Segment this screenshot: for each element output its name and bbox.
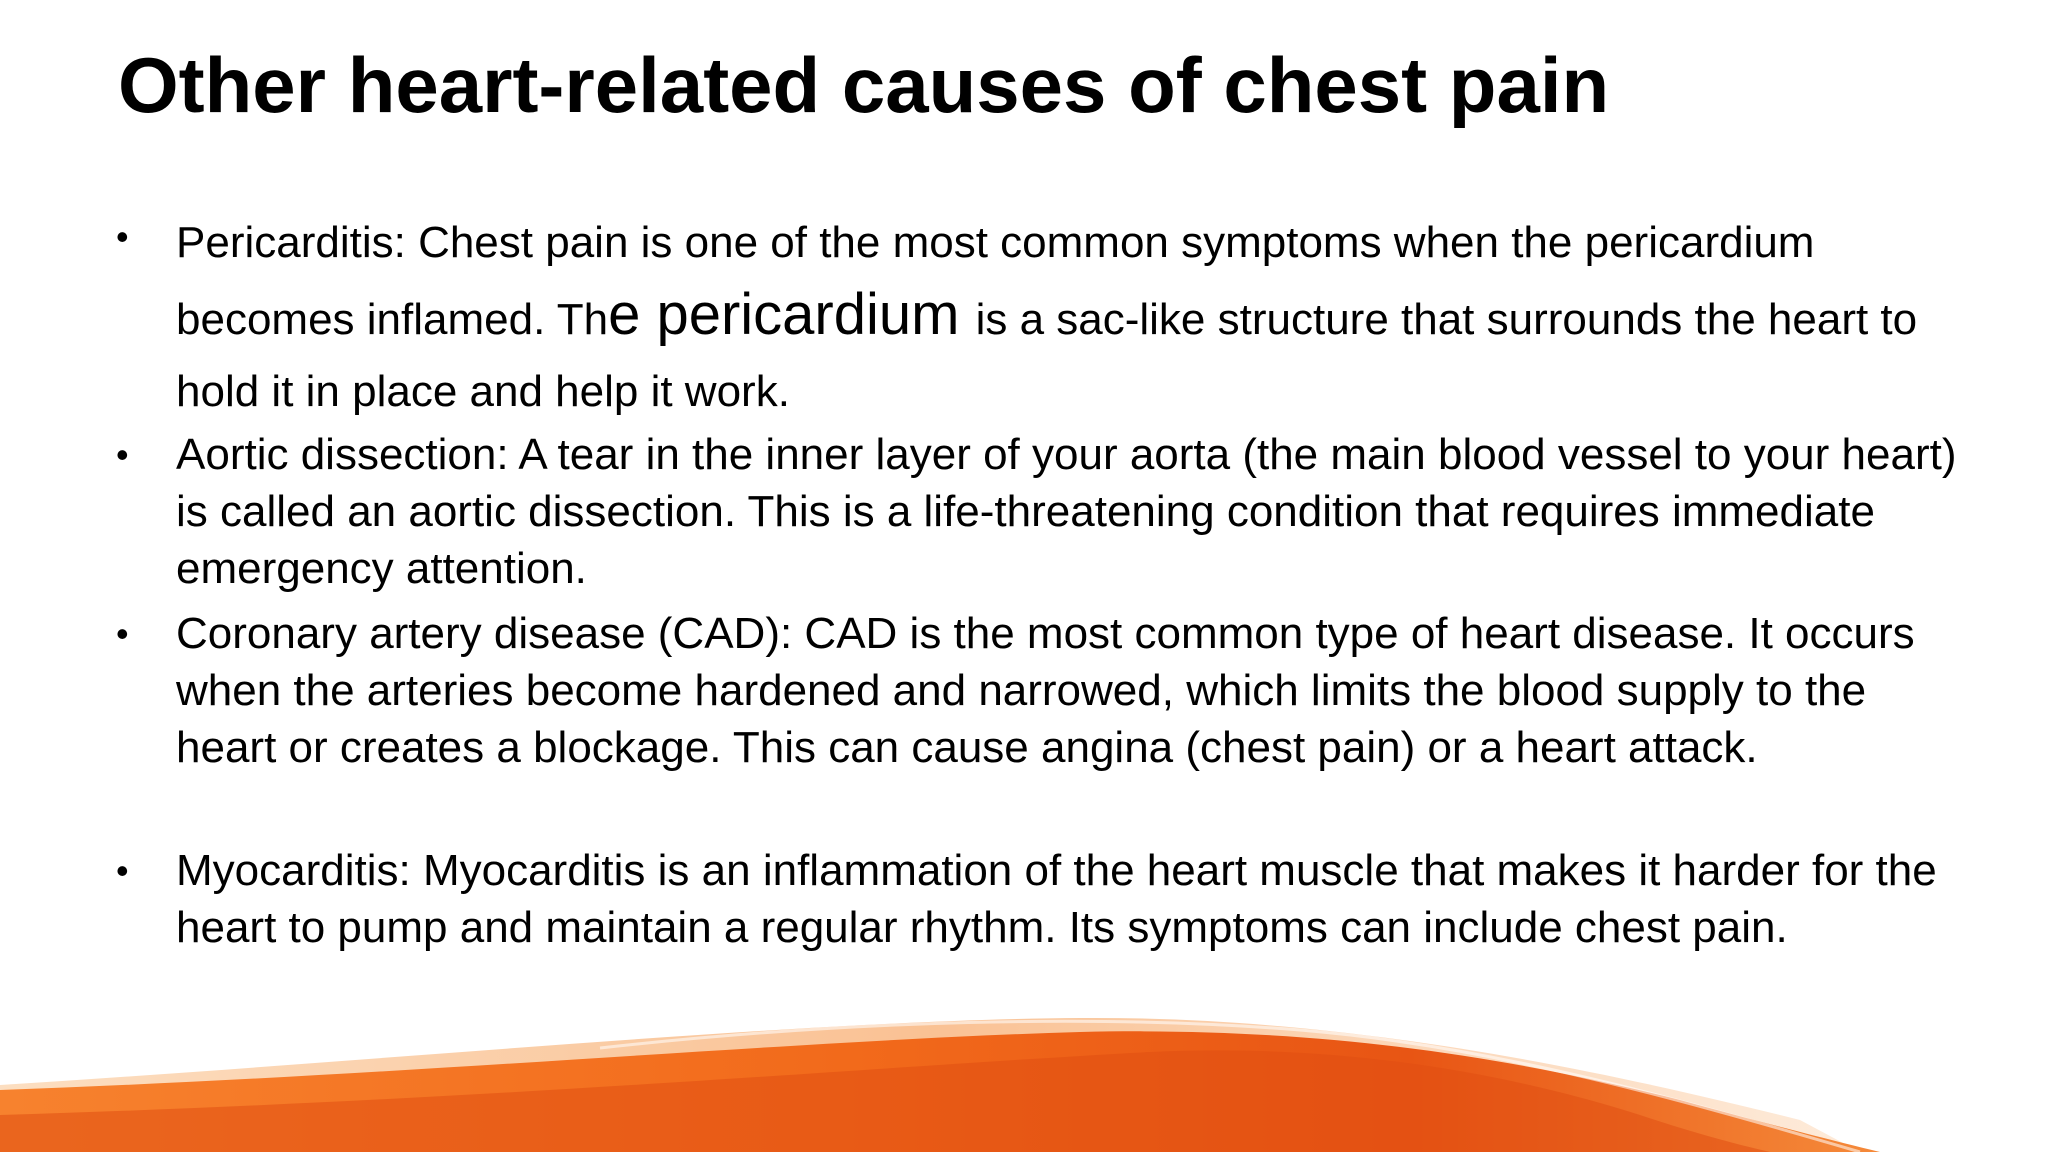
bullet-text: Coronary artery disease (CAD): CAD is the most common type of heart disease. It occurs when the arteries become hardened and narrowed, which limits the blood supply to the heart or creates a blockage. This can cause angina (chest pain) or a heart attack. xyxy=(176,609,1915,772)
bullet-item-myocarditis xyxy=(116,842,1966,956)
bullet-text: Aortic dissection: A tear in the inner layer of your aorta (the main blood vessel to your heart) is called an aortic dissection. This is a life-threatening condition that requires immediate emergency attention. xyxy=(176,430,1957,593)
slide-title: Other heart-related causes of chest pain xyxy=(118,41,1610,129)
bullet-marker: • xyxy=(116,850,129,891)
bullet-item-coronary-artery-disease xyxy=(116,605,1966,776)
bullet-text: Pericarditis: Chest pain is one of the most common symptoms when the pericardium becomes inflamed. Th xyxy=(176,218,1815,344)
decorative-orange-wave xyxy=(0,990,2048,1152)
bullet-marker: • xyxy=(116,613,129,654)
bullet-item-aortic-dissection xyxy=(116,426,1966,597)
bullet-marker: • xyxy=(116,216,129,257)
bullet-text: is a sac-like structure that surrounds the heart to hold it in place and help it work. xyxy=(176,295,1918,416)
bullet-text-large: e pericardium xyxy=(608,282,976,347)
bullet-marker: • xyxy=(116,434,129,475)
bullet-item-pericarditis xyxy=(116,207,1966,428)
bullet-text: Myocarditis: Myocarditis is an inflammation of the heart muscle that makes it harder for the heart to pump and maintain a regular rhythm. Its symptoms can include chest pain. xyxy=(176,846,1937,952)
